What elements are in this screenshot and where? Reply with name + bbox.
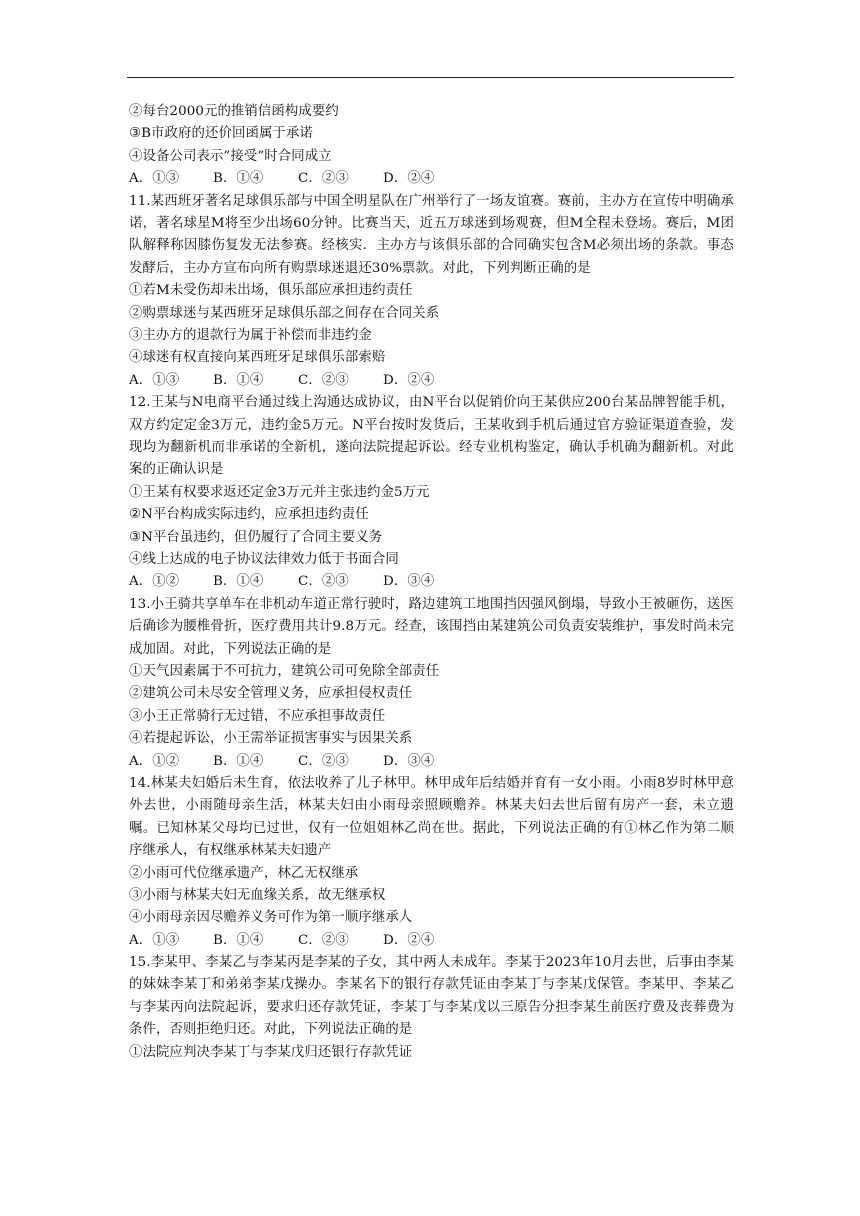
answer-d: D．②④ <box>383 372 435 388</box>
answer-a: A．①③ <box>129 171 180 187</box>
header-rule <box>127 77 734 78</box>
option: ④若提起诉讼，小王需举证损害事实与因果关系 <box>129 731 413 747</box>
answer-d: D．③④ <box>383 753 435 769</box>
answer-a: A．①② <box>129 574 180 590</box>
option: ③小王正常骑行无过错，不应承担事故责任 <box>129 708 386 724</box>
option: ①王某有权要求返还定金3万元并主张违约金5万元 <box>129 484 430 500</box>
answer-choices <box>129 168 734 190</box>
answer-choices <box>129 751 734 773</box>
option: ④线上达成的电子协议法律效力低于书面合同 <box>129 551 399 567</box>
option: ③主办方的退款行为属于补偿而非违约金 <box>129 327 372 343</box>
question-13-stem: 13.小王骑共享单车在非机动车道正常行驶时，路边建筑工地围挡因强风倒塌，导致小王被砸伤，送医后确诊为腰椎骨折，医疗费用共计9.8万元。经查，该围挡由某建筑公司负责安装维护，事发时尚未完成加固。对此，下列说法正确的是 <box>129 596 734 657</box>
option: ①法院应判决李某丁与李某戊归还银行存款凭证 <box>129 1044 413 1060</box>
answer-d: D．③④ <box>383 574 435 590</box>
option: ①天气因素属于不可抗力，建筑公司可免除全部责任 <box>129 663 440 679</box>
answer-a: A．①② <box>129 753 180 769</box>
option: ③B市政府的还价回函属于承诺 <box>129 126 313 142</box>
answer-d: D．②④ <box>383 932 435 948</box>
answer-b: B．①④ <box>213 574 264 590</box>
option: ④小雨母亲因尽赡养义务可作为第一顺序继承人 <box>129 910 413 926</box>
option: ④球迷有权直接向某西班牙足球俱乐部索赔 <box>129 350 386 366</box>
question-content <box>129 101 734 1064</box>
option: ②建筑公司未尽安全管理义务，应承担侵权责任 <box>129 686 413 702</box>
option: ③小雨与林某夫妇无血缘关系，故无继承权 <box>129 887 386 903</box>
option: ②每台2000元的推销信函构成要约 <box>129 104 339 119</box>
answer-choices <box>129 571 734 593</box>
question-15-stem: 15.李某甲、李某乙与李某丙是李某的子女，其中两人未成年。李某于2023年10月去世，后事由李某的妹妹李某丁和弟弟李某戊操办。李某名下的银行存款凭证由李某丁与李某戊保管。李某甲、李某乙与李某丙向法院起诉，要求归还存款凭证，李某丁与李某戊以三原告分担李某生前医疗费及丧葬费为条件，否则拒绝归还。对此，下列说法正确的是 <box>129 955 734 1038</box>
answer-a: A．①③ <box>129 372 180 388</box>
answer-c: C．②③ <box>298 372 349 388</box>
answer-d: D．②④ <box>383 171 435 187</box>
option: ④设备公司表示”接受”时合同成立 <box>129 148 332 164</box>
option: ③N平台虽违约，但仍履行了合同主要义务 <box>129 529 383 545</box>
answer-b: B．①④ <box>213 753 264 769</box>
answer-choices <box>129 930 734 952</box>
question-12-stem: 12.王某与N电商平台通过线上沟通达成协议，由N平台以促销价向王某供应200台某品牌智能手机，双方约定定金3万元，违约金5万元。N平台按时发货后，王某收到手机后通过官方验证渠道查验，发现均为翻新机而非承诺的全新机，遂向法院提起诉讼。经专业机构鉴定，确认手机确为翻新机。对此案的正确认识是 <box>129 395 734 478</box>
answer-c: C．②③ <box>298 171 349 187</box>
answer-choices <box>129 370 734 392</box>
option: ①若M未受伤却未出场，俱乐部应承担违约责任 <box>129 283 413 299</box>
answer-b: B．①④ <box>213 372 264 388</box>
answer-c: C．②③ <box>298 932 349 948</box>
answer-b: B．①④ <box>213 171 264 187</box>
option: ②购票球迷与某西班牙足球俱乐部之间存在合同关系 <box>129 305 440 321</box>
answer-c: C．②③ <box>298 574 349 590</box>
option: ②小雨可代位继承遗产，林乙无权继承 <box>129 865 359 881</box>
answer-a: A．①③ <box>129 932 180 948</box>
option: ②N平台构成实际违约，应承担违约责任 <box>129 507 369 523</box>
answer-b: B．①④ <box>213 932 264 948</box>
question-14-stem: 14.林某夫妇婚后未生育，依法收养了儿子林甲。林甲成年后结婚并育有一女小雨。小雨8岁时林甲意外去世，小雨随母亲生活，林某夫妇由小雨母亲照顾赡养。林某夫妇去世后留有房产一套，未立遗嘱。已知林某父母均已过世，仅有一位姐姐林乙尚在世。据此，下列说法正确的有①林乙作为第二顺序继承人，有权继承林某夫妇遗产 <box>129 775 734 859</box>
answer-c: C．②③ <box>298 753 349 769</box>
question-11-stem: 11.某西班牙著名足球俱乐部与中国全明星队在广州举行了一场友谊赛。赛前，主办方在宣传中明确承诺，著名球星M将至少出场60分钟。比赛当天，近五万球迷到场观赛，但M全程未登场。赛后，M团队解释称因膝伤复发无法参赛。经核实．主办方与该俱乐部的合同确实包含M必须出场的条款。事态发酵后，主办方宣布向所有购票球迷退还30%票款。对此，下列判断正确的是 <box>129 193 734 276</box>
